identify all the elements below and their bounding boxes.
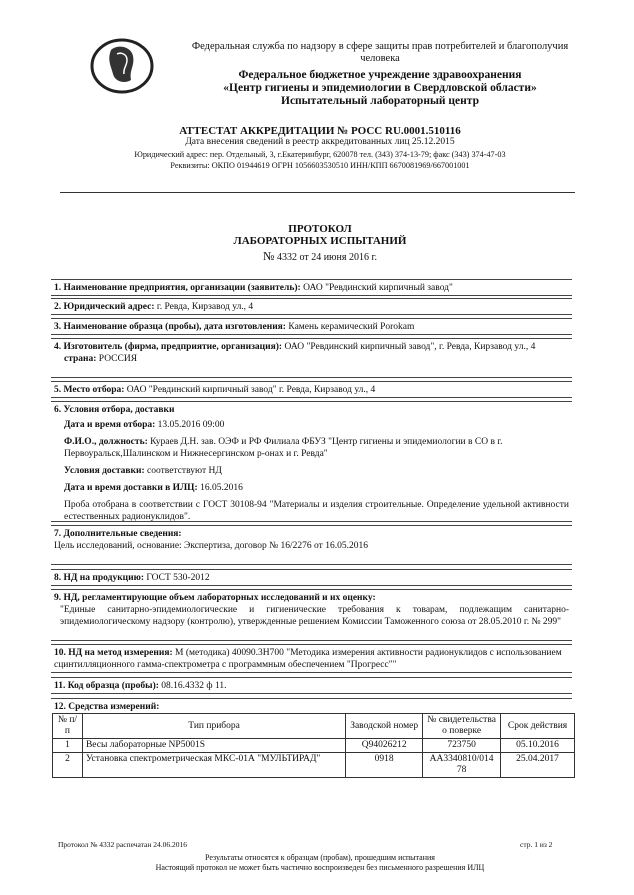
cell-certificate: 723750: [423, 739, 501, 753]
section-label: 9. НД, регламентирующие объем лабораторных исследований и их оценку:: [54, 593, 376, 603]
cell-number: 1: [53, 739, 83, 753]
page-number: стр. 1 из 2: [520, 840, 553, 849]
table-row: [53, 753, 575, 778]
footer-note-results: Результаты относятся к образцам (пробам), прошедшим испытания: [205, 853, 435, 862]
person-label: Ф.И.О., должность:: [64, 437, 148, 447]
cell-validity: 25.04.2017: [501, 753, 575, 778]
printed-info: Протокол № 4332 распечатан 24.06.2016: [58, 840, 187, 849]
cell-validity: 05.10.2016: [501, 739, 575, 753]
section-label: 12. Средства измерений:: [54, 702, 160, 712]
footer-note-reproduction: Настоящий протокол не может быть частично воспроизведен без письменного разрешения ИЛЦ: [155, 863, 485, 872]
section-product-standard: [51, 569, 572, 586]
protocol-subtitle: ЛАБОРАТОРНЫХ ИСПЫТАНИЙ: [233, 235, 407, 247]
table-header-row: [53, 714, 575, 739]
cell-device-type: Весы лабораторные NP5001S: [82, 739, 345, 753]
header-divider: [60, 192, 575, 193]
section-label: 7. Дополнительные сведения:: [54, 529, 182, 539]
org-line-1: Федеральное бюджетное учреждение здравоохранения: [238, 69, 522, 81]
cell-device-type: Установка спектрометрическая МКС-01А "МУЛЬТИРАД": [82, 753, 345, 778]
col-header-device-type: Тип прибора: [82, 714, 345, 739]
delivery-conditions-value: соответствуют НД: [147, 466, 222, 476]
rospotrebnadzor-emblem-icon: [87, 36, 157, 96]
section-value: ОАО "Ревдинский кирпичный завод", г. Ревда, Кирзавод ул., 4: [284, 342, 536, 352]
sampling-note: Проба отобрана в соответствии с ГОСТ 30108-94 "Материалы и изделия строительные. Определение удельной активности естественных радионуклидов".: [64, 500, 569, 522]
section-sample-code: [51, 677, 572, 694]
legal-address: Юридический адрес: пер. Отдельный, 3, г.Екатеринбург, 620078 тел. (343) 374-13-79; факс (343) 374-47-03: [134, 150, 506, 159]
section-sample-name: [51, 318, 572, 335]
section-value: ОАО "Ревдинский кирпичный завод" г. Ревда, Кирзавод ул., 4: [126, 385, 376, 395]
cell-certificate: АА3340810/014 78: [423, 753, 501, 778]
section-label: 3. Наименование образца (пробы), дата изготовления:: [54, 322, 286, 332]
section-label: 11. Код образца (пробы):: [54, 681, 159, 691]
section-measurement-method: [51, 644, 572, 673]
col-header-number: № п/п: [53, 714, 83, 739]
col-header-serial: Заводской номер: [346, 714, 423, 739]
instruments-table: [52, 713, 575, 778]
cell-number: 2: [53, 753, 83, 778]
section-label: 4. Изготовитель (фирма, предприятие, организация):: [54, 342, 283, 352]
protocol-title: ПРОТОКОЛ: [288, 223, 352, 235]
section-value: М (методика) 40090.3Н700 "Методика измерения активности радионуклидов с использованием сцинтилляционного гамма-спектрометра с программным обеспечением "Прогресс"": [54, 648, 562, 670]
section-label: 8. НД на продукцию:: [54, 573, 145, 583]
section-value: ОАО "Ревдинский кирпичный завод": [303, 283, 453, 293]
section-instruments: [51, 698, 572, 713]
agency-name: Федеральная служба по надзору в сфере защиты прав потребителей и благополучия человека: [191, 41, 569, 64]
section-additional-info: [51, 525, 572, 565]
section-value: ГОСТ 530-2012: [146, 573, 210, 583]
country-label: страна:: [64, 354, 97, 364]
registry-date: Дата внесения сведений в реестр аккредитованных лиц 25.12.2015: [185, 137, 455, 147]
organization-name: [180, 69, 580, 108]
section-sampling-place: [51, 381, 572, 398]
section-applicant: [51, 279, 572, 296]
section-value: 08.16.4332 ф 11.: [161, 681, 227, 691]
table-row: [53, 739, 575, 753]
section-label: 2. Юридический адрес:: [54, 302, 155, 312]
org-line-3: Испытательный лабораторный центр: [281, 95, 479, 107]
section-label: 5. Место отбора:: [54, 385, 125, 395]
section-legal-address: [51, 298, 572, 315]
section-regulatory-documents: [51, 589, 572, 641]
cell-serial: Q94026212: [346, 739, 423, 753]
col-header-validity: Срок действия: [501, 714, 575, 739]
section-value: "Единые санитарно-эпидемиологические и гигиенические требования к товарам, подлежащим санитарно-эпидемиологическому надзору (контролю), утвержденные решением Комиссии Таможенного союза от 28.05.2010 г. № 299": [60, 605, 569, 627]
protocol-date: от 24 июня 2016 г.: [299, 252, 377, 263]
section-label: 1. Наименование предприятия, организации (заявитель):: [54, 283, 301, 293]
delivery-date-label: Дата и время доставки в ИЛЦ:: [64, 483, 198, 493]
person-value: Кураев Д.Н. зав. ОЭФ и РФ Филиала ФБУЗ "Центр гигиены и эпидемиологии в СО в г. Первоуральск,Шалинском и Нижнесергинском р-онах и г. Ревда": [64, 437, 503, 459]
accreditation-certificate: АТТЕСТАТ АККРЕДИТАЦИИ № РОСС RU.0001.510116: [179, 125, 461, 137]
country-value: РОССИЯ: [98, 354, 138, 364]
protocol-number: [60, 249, 580, 264]
cell-serial: 0918: [346, 753, 423, 778]
section-label: 6. Условия отбора, доставки: [54, 405, 175, 415]
section-sampling-conditions: [51, 401, 572, 522]
delivery-conditions-label: Условия доставки:: [64, 466, 145, 476]
col-header-certificate: № свидетельства о поверке: [423, 714, 501, 739]
section-value: Камень керамический Porokam: [288, 322, 415, 332]
delivery-date-value: 16.05.2016: [200, 483, 243, 493]
org-line-2: «Центр гигиены и эпидемиологии в Свердловской области»: [223, 82, 537, 94]
section-manufacturer: [51, 338, 572, 378]
requisites: Реквизиты: ОКПО 01944619 ОГРН 1056603530510 ИНН/КПП 6670081969/667001001: [170, 161, 470, 170]
sampling-datetime-value: 13.05.2016 09:00: [157, 420, 225, 430]
section-value: г. Ревда, Кирзавод ул., 4: [156, 302, 254, 312]
section-label: 10. НД на метод измерения:: [54, 648, 173, 658]
section-value: Цель исследований, основание: Экспертиза, договор № 16/2276 от 16.05.2016: [54, 541, 368, 551]
protocol-number-value: 4332: [276, 252, 297, 263]
number-sign: №: [263, 249, 275, 263]
sampling-datetime-label: Дата и время отбора:: [64, 420, 156, 430]
